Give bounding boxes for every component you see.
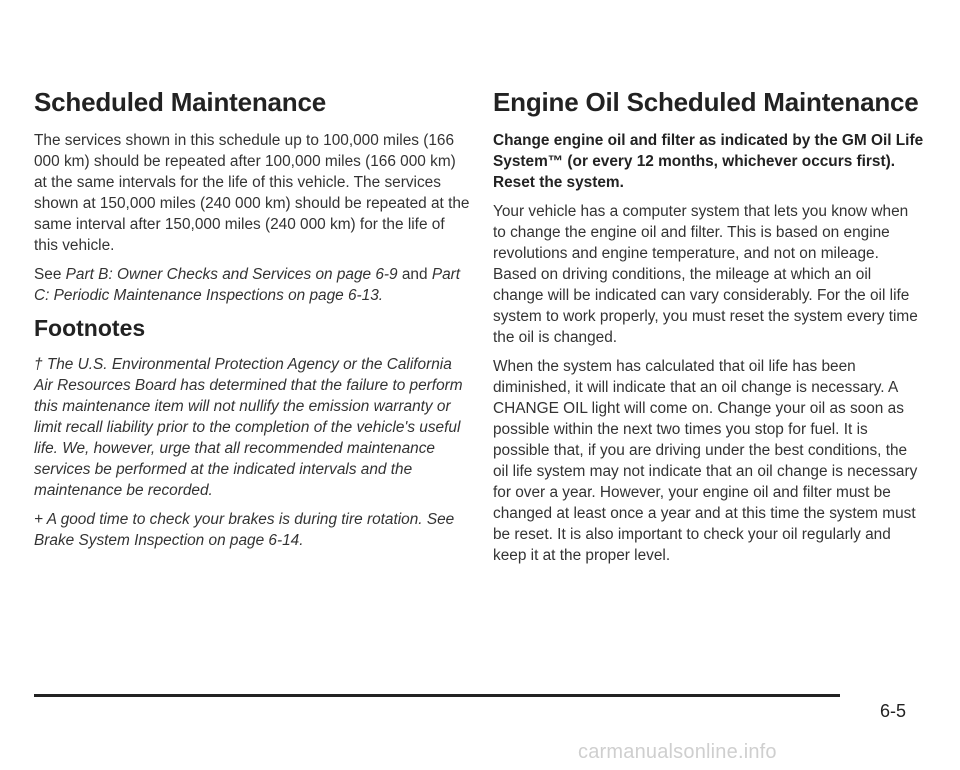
watermark-text: carmanualsonline.info (578, 741, 777, 763)
footnote-dagger-text: The U.S. Environmental Protection Agency or the California Air Resources Board has determined that the failure to perform this maintenance item will not nullify the emission warranty or limit recall liability prior to the completion of the vehicle's useful life. We, however, urge that all recommended maintenance services be performed at the indicated intervals and the maintenance be recorded. (34, 356, 463, 499)
oil-life-system-paragraph: Your vehicle has a computer system that lets you know when to change the engine oil and filter. This is based on engine revolutions and engine temperature, and not on mileage. Based on driving conditions, the mileage at which an oil change will be indicated can vary considerably. For the oil life system to work properly, you must reset the system every time the oil is changed. (493, 203, 918, 346)
footnote-plus (34, 509, 470, 551)
left-column (34, 86, 470, 559)
see-references (34, 264, 470, 306)
intro-paragraph: The services shown in this schedule up to 100,000 miles (166 000 km) should be repeated after 100,000 miles (166 000 km) at the same intervals for the life of this vehicle. The services shown at 150,000 miles (240 000 km) should be repeated at the same interval after 150,000 miles (240 000 km) for the life of this vehicle. (34, 132, 470, 254)
see-ref-part-b: Part B: Owner Checks and Services on page 6-9 (65, 266, 398, 283)
scheduled-maintenance-heading: Scheduled Maintenance (34, 87, 326, 117)
oil-change-instruction: Change engine oil and filter as indicated by the GM Oil Life System™ (or every 12 months, whichever occurs first). Reset the system. (493, 132, 924, 191)
dagger-mark: † (34, 356, 43, 373)
footnotes-heading: Footnotes (34, 315, 146, 341)
see-and: and (401, 266, 428, 283)
see-ref-part-c: Part C: Periodic Maintenance Inspections on page 6-13. (34, 266, 461, 304)
plus-mark: + (34, 511, 43, 528)
footer-rule (34, 694, 840, 697)
change-oil-light-paragraph: When the system has calculated that oil life has been diminished, it will indicate that an oil change is necessary. A CHANGE OIL light will come on. Change your oil as soon as possible within the next two times you stop for fuel. It is possible that, if you are driving under the best conditions, the oil life system may not indicate that an oil change is necessary for over a year. However, your engine oil and filter must be changed at least once a year and at this time the system must be reset. It is also important to check your oil regularly and keep it at the proper level. (493, 358, 918, 564)
right-column (493, 86, 925, 574)
see-prefix: See (34, 266, 62, 283)
footnote-plus-text: A good time to check your brakes is during tire rotation. See Brake System Inspection on page 6-14. (34, 511, 455, 549)
footnote-dagger (34, 354, 470, 501)
engine-oil-heading: Engine Oil Scheduled Maintenance (493, 87, 919, 117)
page-number: 6-5 (880, 701, 907, 721)
